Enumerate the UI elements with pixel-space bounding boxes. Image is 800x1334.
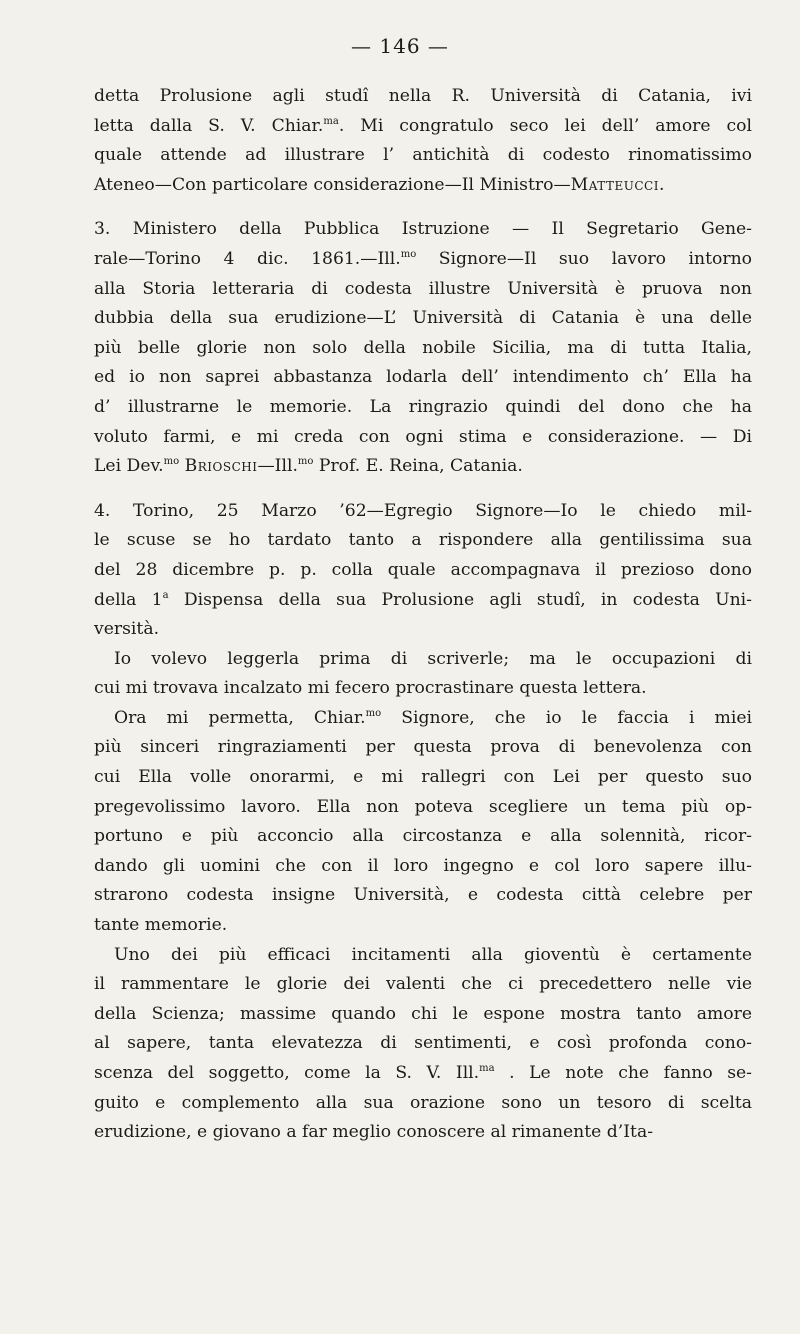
paragraph-gap bbox=[94, 482, 752, 497]
text-line: Lei Dev.$^{mo}$ Brioschi—Ill.$^{mo}$ Prof. E. Reina, Catania. bbox=[94, 456, 523, 477]
text-line: cui mi trovava incalzato mi fecero procrastinare questa lettera. bbox=[94, 678, 647, 699]
text-line: ed io non saprei abbastanza lodarla dell’ intendimento ch’ Ella ha bbox=[94, 367, 752, 388]
text-line: guito e complemento alla sua orazione sono un tesoro di scelta bbox=[94, 1092, 752, 1113]
text-line: scenza del soggetto, come la S. V. Ill.$^{ma}$ . Le note che fanno se- bbox=[94, 1063, 752, 1083]
text-line: 3. Ministero della Pubblica Istruzione — Il Segretario Gene- bbox=[94, 219, 752, 240]
document-body bbox=[94, 82, 752, 1148]
text-line: erudizione, e giovano a far meglio conoscere al rimanente d’Ita- bbox=[94, 1122, 654, 1143]
text-line: 4. Torino, 25 Marzo ’62—Egregio Signore—Io le chiedo mil- bbox=[94, 500, 752, 521]
superscript: mo bbox=[163, 456, 180, 468]
text-line: alla Storia letteraria di codesta illustre Università è pruova non bbox=[94, 278, 752, 299]
text-line: dubbia della sua erudizione—L’ Università di Catania è una delle bbox=[94, 308, 752, 329]
text-line: Uno dei più efficaci incitamenti alla gioventù è certamente bbox=[114, 944, 752, 965]
superscript: a bbox=[162, 589, 169, 601]
superscript: mo bbox=[297, 456, 314, 468]
text-line: dando gli uomini che con il loro ingegno e col loro sapere illu- bbox=[94, 855, 752, 876]
text-line: voluto farmi, e mi creda con ogni stima e considerazione. — Di bbox=[94, 426, 752, 447]
text-line: più belle glorie non solo della nobile Sicilia, ma di tutta Italia, bbox=[94, 337, 752, 358]
superscript: ma bbox=[323, 115, 339, 127]
page-number: — 146 — bbox=[351, 34, 449, 58]
paragraph bbox=[94, 215, 752, 481]
superscript: mo bbox=[400, 248, 417, 260]
text-line: Ateneo—Con particolare considerazione—Il Ministro—Matteucci. bbox=[94, 174, 665, 195]
text-line: Ora mi permetta, Chiar.$^{mo}$ Signore, che io le faccia i miei bbox=[114, 707, 752, 728]
text-line: Io volevo leggerla prima di scriverle; ma le occupazioni di bbox=[114, 648, 752, 669]
text-line: tante memorie. bbox=[94, 915, 228, 936]
text-line: della Scienza; massime quando chi le espone mostra tanto amore bbox=[94, 1003, 752, 1024]
small-caps-name: Matteucci bbox=[570, 174, 659, 195]
superscript: mo bbox=[365, 707, 382, 719]
text-line: detta Prolusione agli studî nella R. Università di Catania, ivi bbox=[94, 86, 752, 106]
paragraph bbox=[94, 82, 752, 200]
text-line: d’ illustrarne le memorie. La ringrazio quindi del dono che ha bbox=[94, 396, 752, 417]
text-line: più sinceri ringraziamenti per questa prova di benevolenza con bbox=[94, 737, 752, 758]
text-line: il rammentare le glorie dei valenti che ci precedettero nelle vie bbox=[94, 974, 752, 995]
text-line: al sapere, tanta elevatezza di sentimenti, e così profonda cono- bbox=[94, 1033, 752, 1054]
text-line: versità. bbox=[94, 619, 160, 640]
text-line: quale attende ad illustrare l’ antichità di codesto rinomatissimo bbox=[94, 145, 752, 166]
text-line: le scuse se ho tardato tanto a rispondere alla gentilissima sua bbox=[94, 530, 752, 551]
text-line: pregevolissimo lavoro. Ella non poteva scegliere un tema più op- bbox=[94, 796, 752, 817]
paragraph bbox=[94, 497, 752, 1148]
superscript: ma bbox=[479, 1063, 495, 1074]
text-line: rale—Torino 4 dic. 1861.—Ill.$^{mo}$ Signore—Il suo lavoro intorno bbox=[94, 248, 753, 269]
text-line: strarono codesta insigne Università, e codesta città celebre per bbox=[94, 885, 752, 906]
text-line: portuno e più acconcio alla circostanza e alla solennità, ricor- bbox=[94, 826, 752, 847]
text-line: del 28 dicembre p. p. colla quale accompagnava il prezioso dono bbox=[94, 559, 752, 580]
text-line: cui Ella volle onorarmi, e mi rallegri con Lei per questo suo bbox=[94, 767, 752, 788]
small-caps-name: Brioschi bbox=[184, 456, 258, 477]
text-line: della 1$^a$ Dispensa della sua Prolusione agli studî, in codesta Uni- bbox=[94, 589, 752, 610]
text-line: letta dalla S. V. Chiar.$^{ma}$. Mi congratulo seco lei dell’ amore col bbox=[94, 115, 752, 136]
paragraph-gap bbox=[94, 200, 752, 215]
